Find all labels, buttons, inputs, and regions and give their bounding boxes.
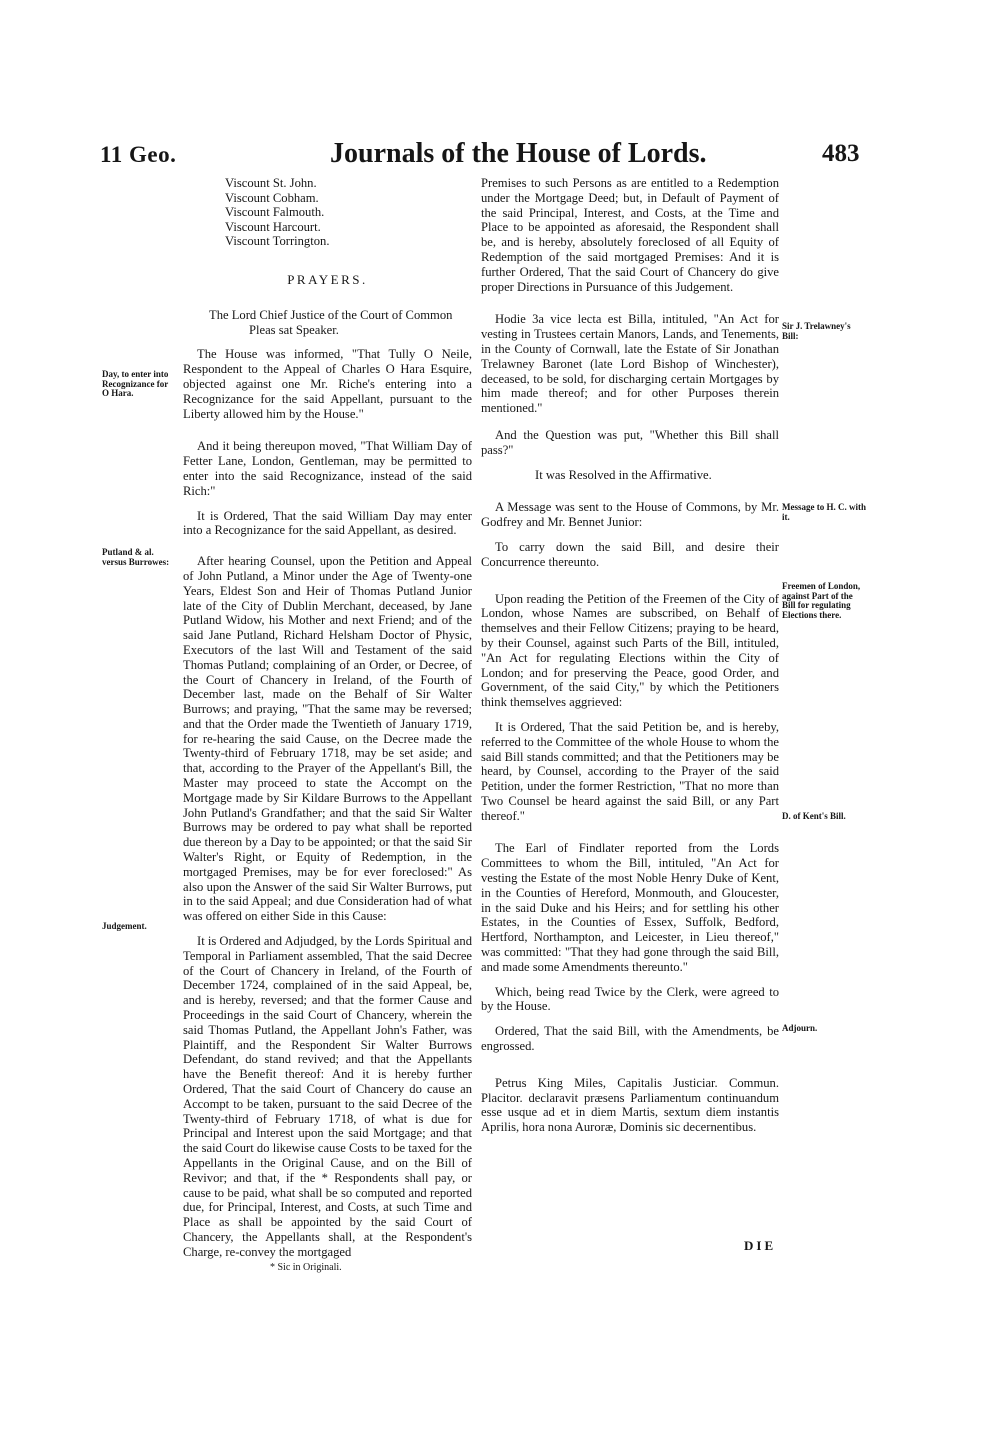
margin-note: Message to H. C. with it. bbox=[782, 502, 866, 522]
lord-entry: Viscount Falmouth. bbox=[225, 205, 325, 220]
page-number: 483 bbox=[822, 140, 860, 167]
paragraph: Petrus King Miles, Capitalis Justiciar. Commun. Placitor. declaravit præsens Parliamentum continuandum esse usque ad et in diem Martis, sextum diem instantis Aprilis, hora nona Auroræ, Dominis sic decernentibus. bbox=[481, 1075, 779, 1135]
margin-note: Freemen of London, against Part of the Bill for regulating Elections there. bbox=[782, 581, 861, 620]
paragraph: A Message was sent to the House of Commons, by Mr. Godfrey and Mr. Bennet Junior: bbox=[481, 500, 779, 530]
paragraph: Which, being read Twice by the Clerk, were agreed to by the House. bbox=[481, 984, 779, 1014]
margin-note: D. of Kent's Bill. bbox=[782, 811, 846, 821]
paragraph: To carry down the said Bill, and desire their Concurrence thereunto. bbox=[481, 539, 779, 569]
paragraph: And it being thereupon moved, "That William Day of Fetter Lane, London, Gentleman, may be permitted to enter into the said Recognizance, instead of the said Rich:" bbox=[183, 439, 472, 498]
speaker-line: Pleas sat Speaker. bbox=[249, 322, 339, 337]
paragraph: Upon reading the Petition of the Freemen of the City of London, whose Names are subscribed, on Behalf of themselves and their Fellow Citizens; praying to be heard, by their Counsel, against such Parts of the Bill, intituled, "An Act for regulating Elections within the City of London; and for preserving the Peace, good Order, and Government, of the said City," by which the Petitioners think themselves aggrieved: bbox=[481, 591, 779, 710]
margin-note: Judgement. bbox=[102, 921, 147, 931]
lord-entry: Viscount Torrington. bbox=[225, 234, 330, 249]
speaker-note bbox=[183, 308, 472, 338]
margin-note: Sir J. Trelawney's Bill: bbox=[782, 321, 851, 341]
paragraph: It is Ordered, That the said Petition be, and is hereby, referred to the Committee of the whole House to whom the said Bill stands committed; and that the Petitioners may be heard, by Counsel, according to the Prayer of the said Petition, under the former Restriction, "That no more than Two Counsel be heard against the said Bill, or any Part thereof." bbox=[481, 719, 779, 823]
paragraph: The Earl of Findlater reported from the Lords Committees to whom the Bill, intituled, "An Act for vesting the Estate of the most Noble Henry Duke of Kent, in the Counties of Hereford, Monmouth, and Gloucester, in the said Duke and his Heirs; and for settling his other Estates, in the Counties of Essex, Suffolk, Bedford, Hertford, Northampton, and Leicester, in Lieu thereof," was committed: "That they had gone through the said Bill, and made some Amendments thereunto." bbox=[481, 841, 779, 974]
lords-present-list bbox=[183, 176, 472, 249]
margin-note: Adjourn. bbox=[782, 1023, 818, 1033]
regnal-year: 11 Geo. bbox=[100, 142, 177, 167]
paragraph: The House was informed, "That Tully O Neile, Respondent to the Appeal of Charles O Hara Esquire, objected against one Mr. Riche's entering into a Recognizance for the said Appellant, pursuant to the Liberty allowed him by the House." bbox=[183, 347, 472, 421]
journal-title: Journals of the House of Lords. bbox=[330, 138, 707, 169]
prayers-heading: PRAYERS. bbox=[287, 271, 368, 287]
catchword: DIE bbox=[744, 1238, 777, 1253]
lord-entry: Viscount Harcourt. bbox=[225, 219, 321, 234]
margin-note: Day, to enter into Recognizance for O Hara. bbox=[102, 369, 169, 398]
paragraph: Ordered, That the said Bill, with the Amendments, be engrossed. bbox=[481, 1024, 779, 1054]
speaker-line: The Lord Chief Justice of the Court of Common bbox=[209, 307, 453, 322]
paragraph: Hodie 3a vice lecta est Billa, intituled, "An Act for vesting in Trustees certain Manors, Lands, and Tenements, in the County of Cornwall, late the Estate of Sir Jonathan Trelawney Baronet (late Lord Bishop of Winchester), deceased, to be sold, for discharging certain Mortgages by him made thereof; and for other Purposes therein mentioned." bbox=[481, 312, 779, 416]
footnote: * Sic in Originali. bbox=[270, 1262, 342, 1273]
paragraph: It was Resolved in the Affirmative. bbox=[535, 467, 712, 482]
paragraph: It is Ordered, That the said William Day may enter into a Recognizance for the said Appellant, as desired. bbox=[183, 508, 472, 538]
paragraph: And the Question was put, "Whether this Bill shall pass?" bbox=[481, 427, 779, 457]
paragraph: Premises to such Persons as are entitled to a Redemption under the Mortgage Deed; but, in Default of Payment of the said Principal, Interest, and Costs, at the Time and Place to be appointed as aforesaid, the Respondent shall be, and is hereby, absolutely foreclosed of all Equity of Redemption of the said mortgaged Premises: And it is further Ordered, That the said Court of Chancery do give proper Directions in Pursuance of this Judgement. bbox=[481, 176, 779, 294]
left-column bbox=[183, 176, 472, 1270]
paragraph: After hearing Counsel, upon the Petition and Appeal of John Putland, a Minor under the Age of Twenty-one Years, Eldest Son and Heir of Thomas Putland Junior late of the City of Dublin Merchant, deceased, by Jane Putland Widow, his Mother and next Friend; and of the said Jane Putland, Richard Helsham Doctor of Physic, Executors of the last Will and Testament of the said Thomas Putland; complaining of an Order, or Decree, of the Court of Chancery in Ireland, of the Fourth of December last, made on the Behalf of Sir Walter Burrows; and praying, "That the same may be reversed; and that the Order made the Twentieth of January 1719, for re-hearing the said Cause, on the Decree made the Twenty-third of February 1718, may be set aside; and that, according to the Prayer of the Appellant's Bill, the Master may proceed to state the Accompt on the Mortgage made by Sir Kildare Burrows to the Appellant John Putland's Grandfather; and that the said Sir Walter Burrows may be ordered to pay what shall be reported due thereon by a Day to be appointed; or that the said Sir Walter's Right, or Equity of Redemption, in the mortgaged Premises, may be for ever foreclosed:" As also upon the Answer of the said Sir Walter Burrows, put in to the said Appeal; and due Consideration had of what was offered on either Side in this Cause: bbox=[183, 554, 472, 924]
lord-entry: Viscount Cobham. bbox=[225, 190, 319, 205]
right-column bbox=[481, 176, 779, 1145]
paragraph: It is Ordered and Adjudged, by the Lords Spiritual and Temporal in Parliament assembled, That the said Decree of the Court of Chancery in Ireland, of the Fourth of December 1724, complained of in the said Appeal, be, and is hereby, reversed; and that the former Cause and Proceedings in the said Court of Chancery, wherein the said Thomas Putland, the Appellant John's Father, was Plaintiff, and the Respondent Sir Walter Burrows Defendant, do stand revived; and that the Appellants have the Benefit thereof: And it is hereby further Ordered, That the said Court of Chancery do cause an Accompt to be taken, pursuant to the said Decree of the Twenty-third of February 1718, of what is due for Principal and Interest upon the said Mortgage; and that the said Court do likewise cause Costs to be taxed for the Appellants in the Original Cause, and on the Bill of Revivor; and that, if the * Respondents shall pay, or cause to be paid, what shall be so computed and reported due, for Principal, Interest, and Costs, at such Time and Place as shall be appointed by the said Court of Chancery, the Appellants shall, at the Respondent's Charge, re-convey the mortgaged bbox=[183, 934, 472, 1259]
lord-entry: Viscount St. John. bbox=[225, 176, 317, 190]
margin-note: Putland & al. versus Burrowes: bbox=[102, 547, 170, 567]
